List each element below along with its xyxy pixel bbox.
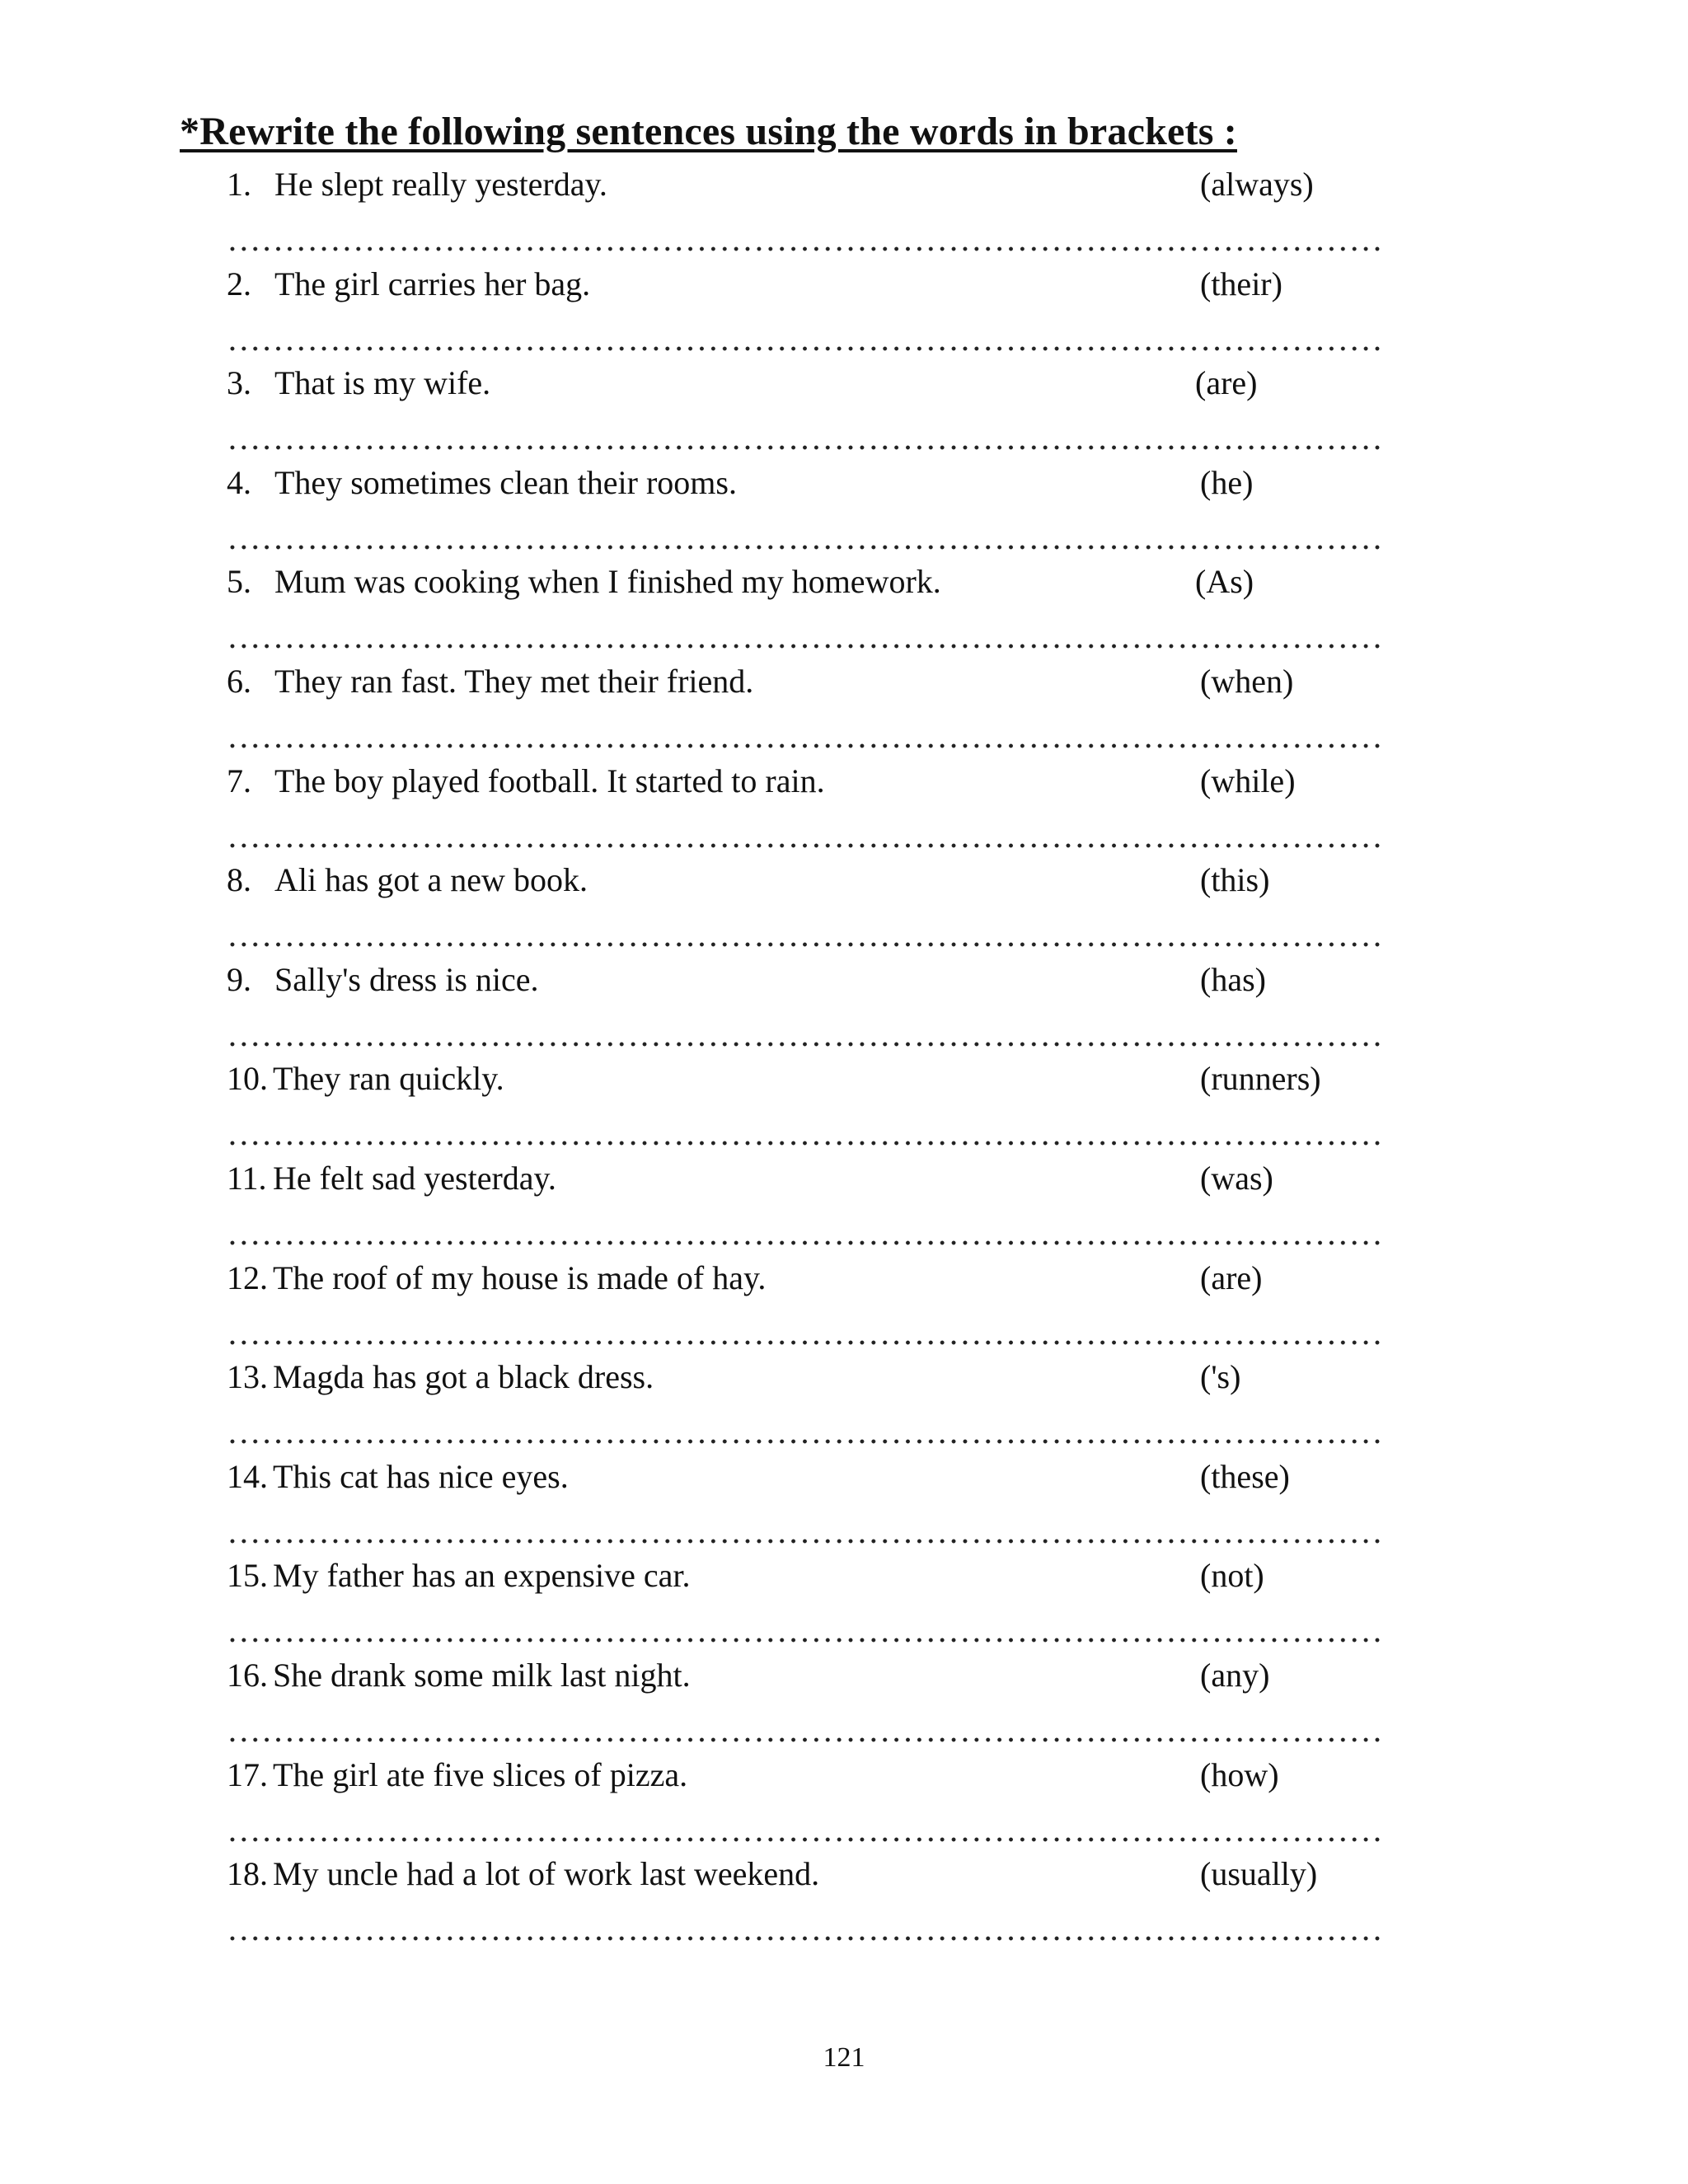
question-item: [0, 1549, 1688, 1649]
question-sentence: [227, 265, 590, 304]
question-number: 1.: [227, 166, 251, 203]
question-item: [0, 954, 1688, 1053]
question-number: 14.: [227, 1457, 268, 1495]
question-item: [0, 258, 1688, 358]
question-item: [0, 457, 1688, 556]
question-text: The boy played football. It started to rain.: [274, 762, 825, 799]
answer-field[interactable]: [227, 1207, 1381, 1246]
bracket-word: (their): [1200, 265, 1282, 302]
bracket-word: ('s): [1200, 1358, 1241, 1396]
question-item: [0, 1451, 1688, 1550]
question-item: [0, 655, 1688, 755]
question-sentence: [227, 662, 753, 701]
question-text: Sally's dress is nice.: [274, 960, 539, 998]
question-number: 16.: [227, 1656, 268, 1694]
question-sentence: [227, 1656, 691, 1695]
question-number: 18.: [227, 1855, 268, 1893]
question-number: 17.: [227, 1755, 268, 1793]
question-number: 8.: [227, 861, 251, 899]
question-item: [0, 1052, 1688, 1152]
question-sentence: [227, 562, 941, 602]
question-sentence: [227, 1357, 654, 1397]
answer-field[interactable]: [227, 1704, 1381, 1743]
answer-field[interactable]: [227, 511, 1381, 551]
answer-field[interactable]: [227, 710, 1381, 749]
question-sentence: [227, 165, 607, 204]
question-sentence: [227, 762, 825, 801]
bracket-word: (are): [1200, 1258, 1263, 1296]
bracket-word: (was): [1200, 1159, 1273, 1197]
question-text: This cat has nice eyes.: [273, 1457, 569, 1495]
bracket-word: (any): [1200, 1656, 1270, 1694]
question-list: [0, 158, 1688, 1947]
answer-field[interactable]: [227, 312, 1381, 352]
page-number: 121: [823, 2042, 865, 2073]
question-sentence: [227, 860, 588, 900]
answer-field[interactable]: [227, 1405, 1381, 1445]
bracket-word: (always): [1200, 166, 1314, 203]
bracket-word: (when): [1200, 662, 1294, 700]
question-number: 12.: [227, 1258, 268, 1296]
question-text: They ran quickly.: [273, 1060, 504, 1098]
question-number: 15.: [227, 1557, 268, 1595]
question-item: [0, 755, 1688, 855]
question-item: [0, 158, 1688, 258]
answer-field[interactable]: [227, 1902, 1381, 1942]
question-text: The roof of my house is made of hay.: [273, 1258, 767, 1296]
answer-field[interactable]: [227, 213, 1381, 252]
worksheet-title: *Rewrite the following sentences using the words in brackets :: [180, 110, 1237, 153]
question-number: 11.: [227, 1159, 267, 1197]
question-text: My uncle had a lot of work last weekend.: [273, 1855, 820, 1893]
question-number: 6.: [227, 662, 251, 700]
answer-field[interactable]: [227, 1306, 1381, 1346]
question-item: [0, 1749, 1688, 1849]
question-item: [0, 1252, 1688, 1352]
answer-field[interactable]: [227, 411, 1381, 451]
question-sentence: [227, 1258, 766, 1298]
question-number: 4.: [227, 463, 251, 501]
question-sentence: [227, 1059, 504, 1099]
question-sentence: [227, 1755, 687, 1795]
bracket-word: (As): [1195, 563, 1254, 601]
question-number: 13.: [227, 1358, 268, 1396]
question-item: [0, 1649, 1688, 1749]
question-number: 10.: [227, 1060, 268, 1098]
question-text: Magda has got a black dress.: [273, 1358, 654, 1396]
answer-field[interactable]: [227, 809, 1381, 849]
question-sentence: [227, 1854, 819, 1894]
answer-field[interactable]: [227, 1604, 1381, 1643]
bracket-word: (how): [1200, 1755, 1279, 1793]
question-text: Mum was cooking when I finished my homework.: [274, 563, 941, 601]
question-item: [0, 1152, 1688, 1252]
bracket-word: (these): [1200, 1457, 1290, 1495]
bracket-word: (has): [1200, 960, 1266, 998]
question-text: They ran fast. They met their friend.: [274, 662, 754, 700]
bracket-word: (not): [1200, 1557, 1264, 1595]
answer-field[interactable]: [227, 610, 1381, 649]
bracket-word: (while): [1200, 762, 1296, 799]
question-item: [0, 357, 1688, 457]
answer-field[interactable]: [227, 908, 1381, 948]
answer-field[interactable]: [227, 1803, 1381, 1843]
question-text: She drank some milk last night.: [273, 1656, 691, 1694]
bracket-word: (usually): [1200, 1855, 1318, 1893]
question-text: They sometimes clean their rooms.: [274, 463, 737, 501]
question-sentence: [227, 1457, 569, 1497]
question-sentence: [227, 363, 490, 403]
answer-field[interactable]: [227, 1008, 1381, 1047]
question-sentence: [227, 960, 539, 1000]
question-sentence: [227, 1556, 690, 1596]
question-number: 9.: [227, 960, 251, 998]
question-text: Ali has got a new book.: [274, 861, 588, 899]
bracket-word: (he): [1200, 463, 1254, 501]
question-sentence: [227, 1159, 556, 1198]
question-sentence: [227, 463, 737, 503]
question-text: The girl ate five slices of pizza.: [273, 1755, 688, 1793]
answer-field[interactable]: [227, 1107, 1381, 1146]
question-text: That is my wife.: [274, 364, 491, 402]
question-text: He felt sad yesterday.: [273, 1159, 556, 1197]
bracket-word: (runners): [1200, 1060, 1321, 1098]
question-text: My father has an expensive car.: [273, 1557, 691, 1595]
question-text: He slept really yesterday.: [274, 166, 607, 203]
question-item: [0, 1351, 1688, 1451]
question-item: [0, 1848, 1688, 1947]
question-number: 3.: [227, 364, 251, 402]
question-number: 2.: [227, 265, 251, 302]
bracket-word: (this): [1200, 861, 1270, 899]
bracket-word: (are): [1195, 364, 1258, 402]
question-number: 7.: [227, 762, 251, 799]
question-text: The girl carries her bag.: [274, 265, 591, 302]
question-item: [0, 854, 1688, 954]
answer-field[interactable]: [227, 1505, 1381, 1544]
question-number: 5.: [227, 563, 251, 601]
question-item: [0, 555, 1688, 655]
